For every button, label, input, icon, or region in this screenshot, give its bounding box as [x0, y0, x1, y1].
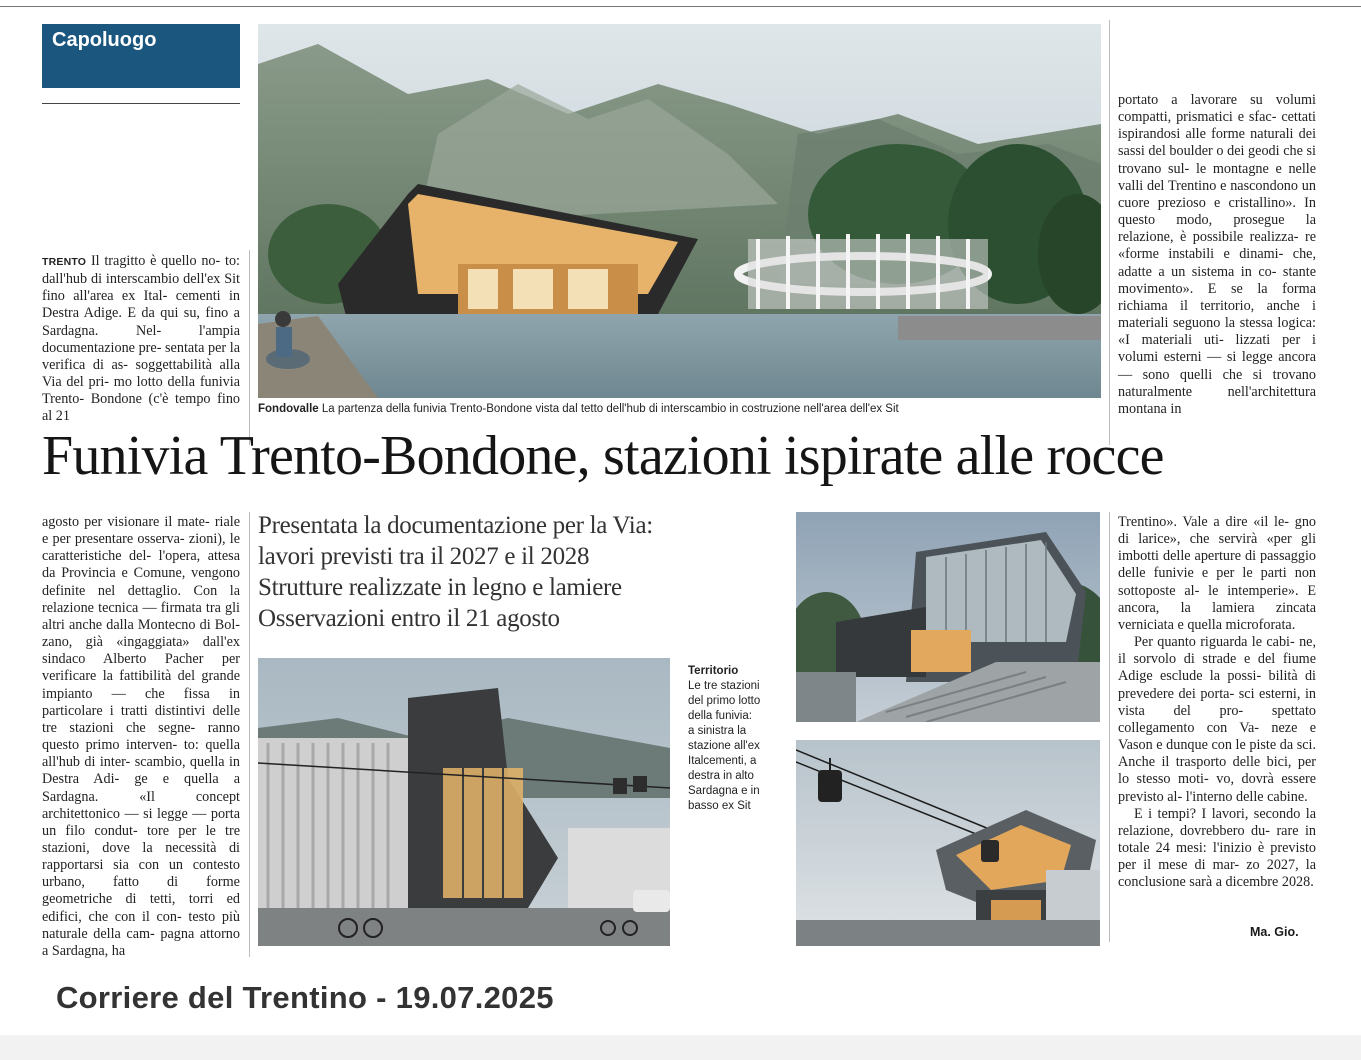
paragraph: E i tempi? I lavori, secondo la relazione, dovrebbero du- rare in totale 24 mesi: l'inizio è previsto per il mese di mar- zo 2027, la conclusione sarà a dicembre 2028. [1118, 805, 1317, 891]
paragraph-continued: portato a lavorare su volumi compatti, prismatici e sfac- cettati ispirandosi alle forme naturali dei sassi del boulder o dei geodi che si trovano sul- le montagne e nelle valli del Trentino e nascondono un cuore prezioso e cristallino». In questo modo, prosegue la relazione, è possibile realizza- re «forme instabili e dinami- che, adatte a un sistema in co- stante movimento». E se la forma richiama il territorio, anche i materiali seguono la stessa logica: «I materiali uti- lizzati per i volumi esterni — si legge ancora — sono quelli che si trovano naturalmente nell'architettura montana in [1118, 92, 1317, 417]
lead-text: Il tragitto è quello no- to: dall'hub di interscambio dell'ex Sit fino all'area ex Ital- cementi in Destra Adige. E da qui su, fino a Sardagna. Nel- l'ampia documentazione pre- sentata per la verifica di as- soggettabilità alla Via del pri- mo lotto della funivia Trento- Bondone (c'è tempo fino al 21 [42, 253, 241, 425]
center-photo [258, 658, 670, 946]
side-caption [688, 664, 778, 814]
side-caption-line: Sardagna e in [688, 785, 760, 797]
cable-car-station-render [258, 24, 1101, 398]
article-column-3-top [1118, 92, 1316, 418]
main-photo [258, 24, 1101, 398]
side-caption-line: della funivia: [688, 710, 752, 722]
ex-sit-station-render [796, 740, 1100, 946]
side-caption-line: stazione all'ex [688, 740, 760, 752]
paragraph-continued: agosto per visionare il mate- riale e per presentare osserva- zioni), le caratteristiche del- l'opera, attesa da Provincia e Comune, vengono definite nel dettaglio. Con la relazione tecnica — firmata tra gli altri anche dalla Montecno di Bol- zano, già «ingaggiata» dall'ex sindaco Alberto Pacher per verificare la fattibilità del grande impianto — che fissa in particolare i tratti distintivi delle tre stazioni che segne- ranno questo primo interven- to: quella all'hub di inter- scambio, quella in Destra Adi- ge e quella a Sardagna. «Il concept architettonico — si legge — porta un filo condut- tore per le tre stazioni, dove la necessità di rapportarsi sia con un contesto urbano, fatto di forme geometriche di tetti, torri ed edifici, che con il con- testo più naturale della cam- pagna attorno a Sardagna, ha [42, 514, 241, 959]
side-caption-line: Italcementi, a [688, 755, 757, 767]
right-photo-top [796, 512, 1100, 722]
section-tag: Capoluogo [42, 24, 240, 88]
italcementi-station-render [258, 658, 670, 946]
caption-text: La partenza della funivia Trento-Bondone vista dal tetto dell'hub di interscambio in costruzione nell'area dell'ex Sit [321, 403, 899, 415]
column-rule [249, 250, 250, 445]
paragraph-lead [42, 253, 240, 426]
section-rule [42, 103, 240, 104]
subheadline [258, 510, 778, 634]
subheadline-line: Osservazioni entro il 21 agosto [258, 605, 560, 632]
source-footer: Corriere del Trentino - 19.07.2025 [56, 980, 554, 1015]
column-rule [249, 512, 250, 957]
top-rule [0, 6, 1361, 7]
caption-label: Fondovalle [258, 403, 319, 415]
subheadline-line: Presentata la documentazione per la Via: [258, 512, 653, 539]
side-caption-label: Territorio [688, 665, 739, 677]
author-signature: Ma. Gio. [1250, 925, 1299, 939]
side-caption-line: del primo lotto [688, 695, 761, 707]
paragraph: Per quanto riguarda le cabi- ne, il sorvolo di strade e del fiume Adige esclude la possi- bilità di prevedere dei porta- sci esterni, in vista del pro- spettato collegamento con Va- neze e Vason e dunque con le piste da sci. Anche il trasporto delle bici, per lo stesso moti- vo, dovrà essere previsto al- l'interno delle cabine. [1118, 634, 1317, 805]
article-column-1-continued [42, 514, 240, 960]
article-column-3-bottom [1118, 514, 1316, 891]
subheadline-line: lavori previsti tra il 2027 e il 2028 [258, 543, 590, 570]
column-rule [1109, 512, 1110, 942]
side-caption-line: destra in alto [688, 770, 754, 782]
article-column-1 [42, 253, 240, 426]
right-photo-bottom [796, 740, 1100, 946]
dateline: TRENTO [42, 256, 87, 268]
subheadline-line: Strutture realizzate in legno e lamiere [258, 574, 622, 601]
bottom-band [0, 1035, 1361, 1060]
side-caption-line: Le tre stazioni [688, 680, 760, 692]
side-caption-line: a sinistra la [688, 725, 747, 737]
paragraph: Trentino». Vale a dire «il le- gno di larice», che servirà «per gli imbotti delle aperture di passaggio delle funivie e per le parti non sottoposte al- le intemperie». E ancora, la lamiera zincata verniciata e quella microforata. [1118, 514, 1317, 633]
main-photo-caption [258, 403, 1108, 415]
headline: Funivia Trento-Bondone, stazioni ispirate alle rocce [42, 425, 1164, 487]
sardagna-station-render [796, 512, 1100, 722]
column-rule [1109, 20, 1110, 445]
side-caption-line: basso ex Sit [688, 800, 751, 812]
